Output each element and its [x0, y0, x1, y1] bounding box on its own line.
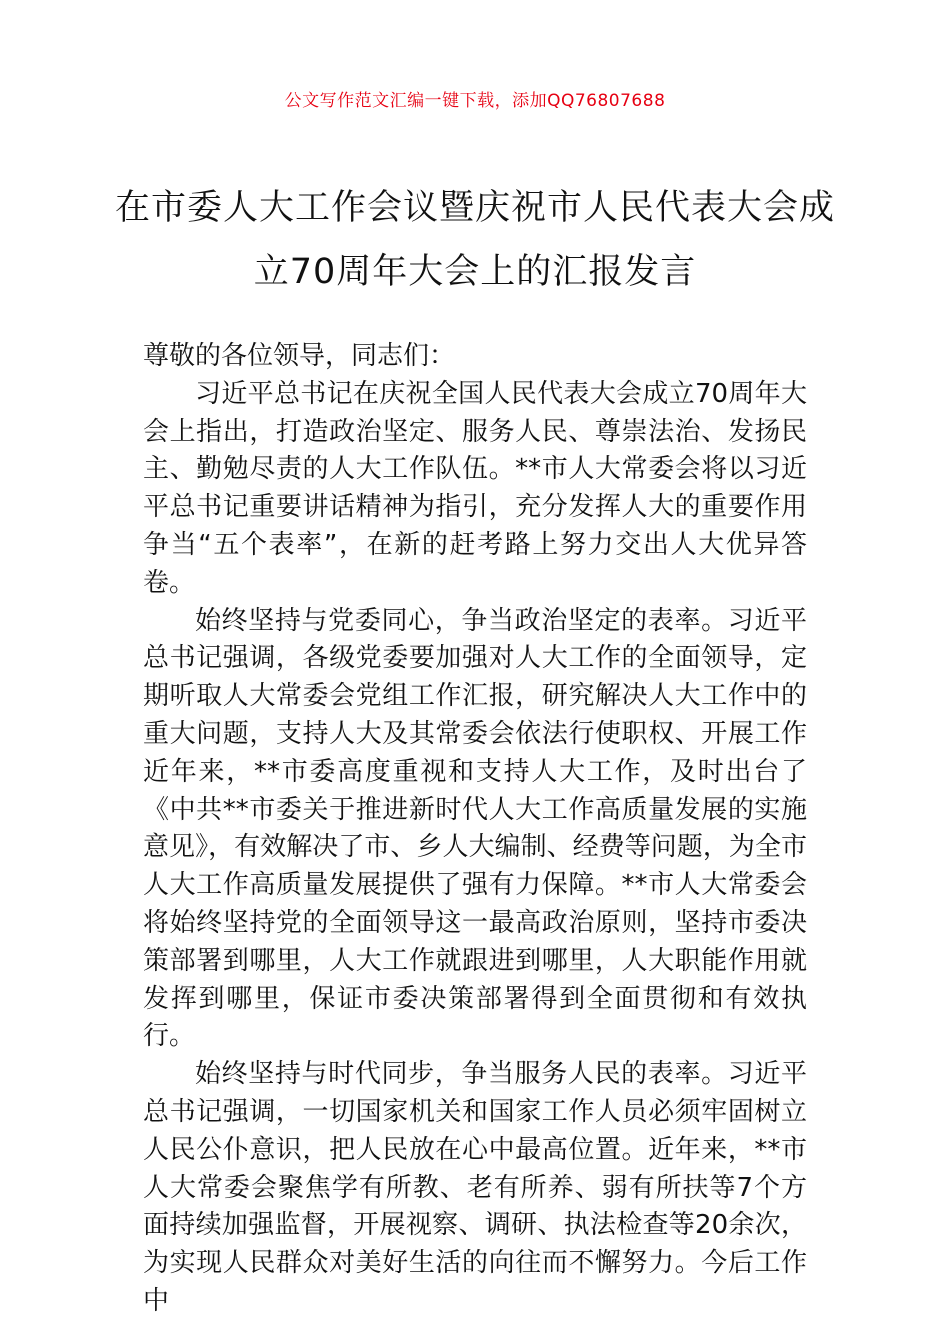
paragraph-political: 始终坚持与党委同心，争当政治坚定的表率。习近平总书记强调，各级党委要加强对人大工作的全面领导，定期听取人大常委会党组工作汇报，研究解决人大工作中的重大问题，支持人大及其常委会依法行使职权、开展工作近年来，**市委高度重视和支持人大工作，及时出台了《中共**市委关于推进新时代人大工作高质量发展的实施意见》，有效解决了市、乡人大编制、经费等问题，为全市人大工作高质量发展提供了强有力保障。**市人大常委会将始终坚持党的全面领导这一最高政治原则，坚持市委决策部署到哪里，人大工作就跟进到哪里，人大职能作用就发挥到哪里，保证市委决策部署得到全面贯彻和有效执行。: [143, 605, 807, 1052]
paragraph-intro: 习近平总书记在庆祝全国人民代表大会成立70周年大会上指出，打造政治坚定、服务人民、尊崇法治、发扬民主、勤勉尽责的人大工作队伍。**市人大常委会将以习近平总书记重要讲话精神为指引，充分发挥人大的重要作用争当“五个表率”，在新的赶考路上努力交出人大优异答卷。: [143, 378, 807, 598]
salutation: 尊敬的各位领导，同志们：: [143, 341, 456, 371]
document-title: 在市委人大工作会议暨庆祝市人民代表大会成立70周年大会上的汇报发言: [114, 188, 835, 292]
paragraph-service: 始终坚持与时代同步，争当服务人民的表率。习近平总书记强调，一切国家机关和国家工作人员必须牢固树立人民公仆意识，把人民放在心中最高位置。近年来，**市人大常委会聚焦学有所教、老有所养、弱有所扶等7个方面持续加强监督，开展视察、调研、执法检查等20余次，为实现人民群众对美好生活的向往而不懈努力。今后工作中: [143, 1059, 807, 1316]
download-notice: 公文写作范文汇编一键下载，添加QQ76807688: [284, 91, 666, 111]
document-body: [143, 338, 807, 1321]
